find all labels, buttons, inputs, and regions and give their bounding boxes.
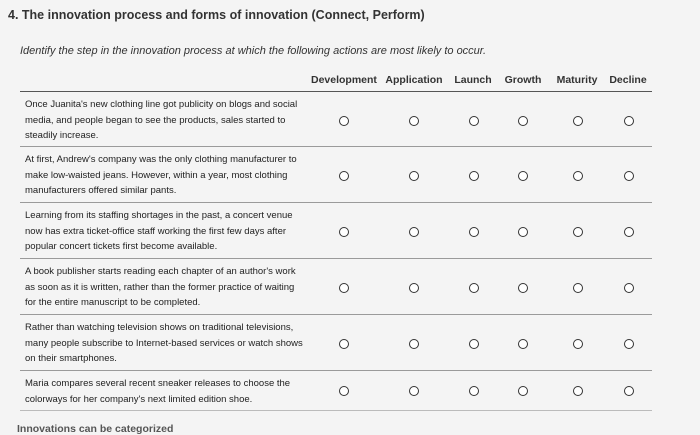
radio-launch[interactable]	[469, 116, 479, 126]
matrix-row	[20, 92, 652, 147]
radio-launch[interactable]	[469, 283, 479, 293]
row-statement: Maria compares several recent sneaker releases to choose the colorways for her company's next limited edition shoe.	[25, 378, 291, 405]
row-statement: At first, Andrew's company was the only clothing manufacturer to make low-waisted jeans. However, within a year, most clothing manufacturers offered similar pants.	[25, 154, 297, 196]
radio-decline[interactable]	[624, 116, 634, 126]
matrix-row	[20, 315, 652, 371]
row-statement: Rather than watching television shows on traditional televisions, many people subscribe to Internet-based services or watch shows on their smartphones.	[25, 322, 303, 364]
matrix-row	[20, 259, 652, 315]
radio-maturity[interactable]	[573, 171, 583, 181]
radio-growth[interactable]	[518, 116, 528, 126]
radio-maturity[interactable]	[573, 339, 583, 349]
matrix-row	[20, 147, 652, 203]
radio-decline[interactable]	[624, 339, 634, 349]
radio-application[interactable]	[409, 116, 419, 126]
radio-development[interactable]	[339, 227, 349, 237]
column-header-launch: Launch	[454, 74, 492, 86]
radio-growth[interactable]	[518, 171, 528, 181]
row-statement: Learning from its staffing shortages in the past, a concert venue now has extra ticket-office staff working the first few days after popular concert tickets first become available.	[25, 210, 293, 252]
row-statement: A book publisher starts reading each chapter of an author's work as soon as it is written, rather than the former practice of waiting for the entire manuscript to be completed.	[25, 266, 296, 308]
radio-maturity[interactable]	[573, 283, 583, 293]
question-instruction: Identify the step in the innovation process at which the following actions are most likely to occur.	[20, 45, 487, 57]
question-matrix	[20, 91, 652, 411]
column-header-growth: Growth	[504, 74, 542, 86]
radio-application[interactable]	[409, 339, 419, 349]
radio-decline[interactable]	[624, 386, 634, 396]
radio-maturity[interactable]	[573, 227, 583, 237]
column-header-decline: Decline	[609, 74, 647, 86]
radio-launch[interactable]	[469, 339, 479, 349]
radio-growth[interactable]	[518, 227, 528, 237]
column-header-maturity: Maturity	[556, 74, 598, 86]
matrix-row	[20, 203, 652, 259]
radio-decline[interactable]	[624, 283, 634, 293]
radio-application[interactable]	[409, 386, 419, 396]
radio-growth[interactable]	[518, 339, 528, 349]
row-statement: Once Juanita's new clothing line got publicity on blogs and social media, and people began to see the products, sales started to steadily increase.	[25, 99, 298, 141]
radio-launch[interactable]	[469, 386, 479, 396]
radio-development[interactable]	[339, 386, 349, 396]
radio-development[interactable]	[339, 339, 349, 349]
radio-decline[interactable]	[624, 227, 634, 237]
radio-development[interactable]	[339, 116, 349, 126]
radio-application[interactable]	[409, 283, 419, 293]
matrix-row	[20, 371, 652, 410]
radio-maturity[interactable]	[573, 116, 583, 126]
column-header-application: Application	[385, 74, 443, 86]
column-headers	[0, 74, 700, 92]
radio-growth[interactable]	[518, 386, 528, 396]
radio-decline[interactable]	[624, 171, 634, 181]
question-heading: 4. The innovation process and forms of innovation (Connect, Perform)	[8, 8, 425, 22]
radio-maturity[interactable]	[573, 386, 583, 396]
radio-launch[interactable]	[469, 227, 479, 237]
radio-development[interactable]	[339, 283, 349, 293]
radio-development[interactable]	[339, 171, 349, 181]
column-header-development: Development	[311, 74, 377, 86]
radio-application[interactable]	[409, 227, 419, 237]
next-question-partial: Innovations can be categorized	[17, 423, 174, 435]
radio-growth[interactable]	[518, 283, 528, 293]
radio-launch[interactable]	[469, 171, 479, 181]
radio-application[interactable]	[409, 171, 419, 181]
